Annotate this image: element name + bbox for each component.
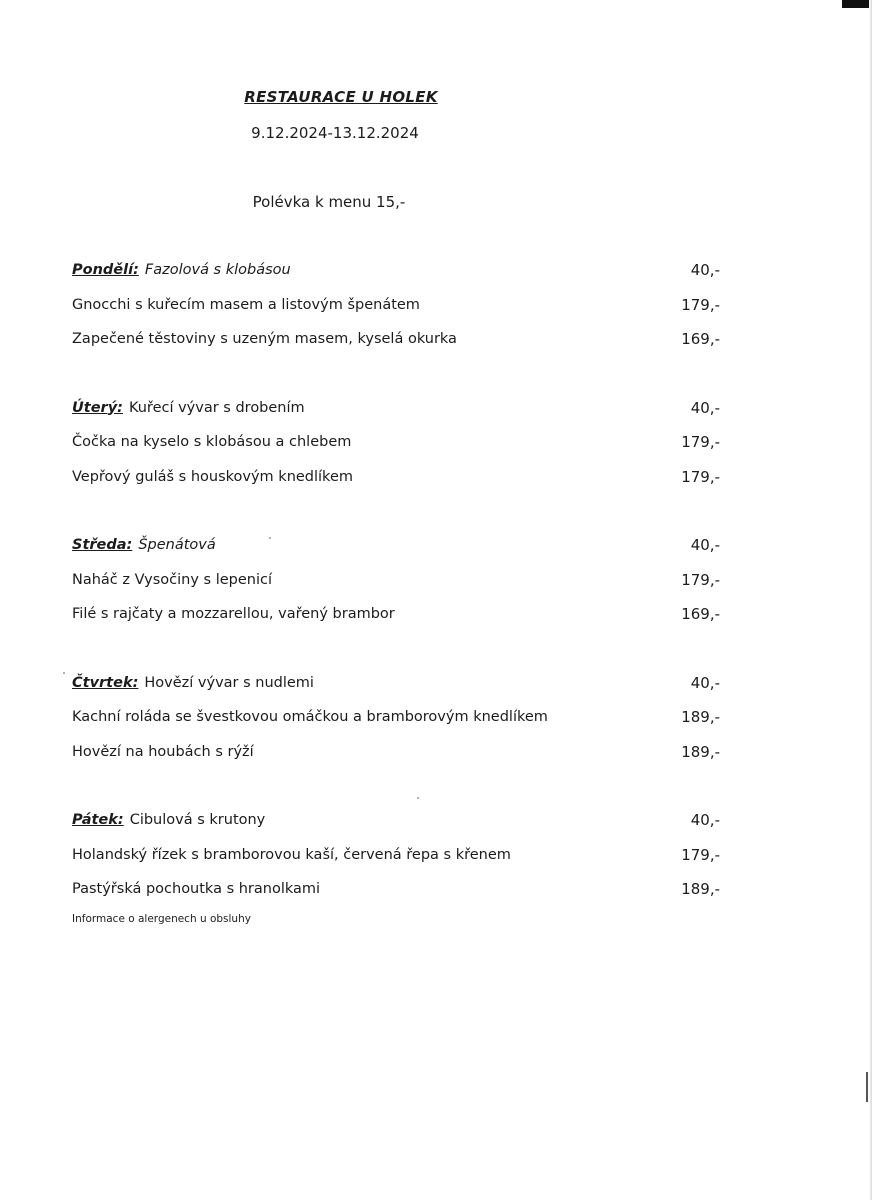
page-title: RESTAURACE U HOLEK	[244, 88, 438, 106]
meal-row	[72, 740, 720, 775]
meal-name: Naháč z Vysočiny s lepenicí	[72, 571, 272, 588]
soup-row	[72, 396, 720, 431]
meal-name: Hovězí na houbách s rýží	[72, 743, 254, 760]
day-label: Čtvrtek:	[72, 674, 139, 691]
day-block-wednesday	[72, 533, 720, 637]
day-block-tuesday	[72, 396, 720, 500]
meal-name: Gnocchi s kuřecím masem a listovým špenátem	[72, 296, 420, 313]
soup-price: 40,-	[690, 398, 720, 417]
scan-speck	[63, 672, 65, 674]
meal-price: 179,-	[681, 570, 720, 589]
day-label: Úterý:	[72, 399, 123, 416]
meal-price: 179,-	[681, 467, 720, 486]
meal-row	[72, 602, 720, 637]
meal-price: 169,-	[681, 330, 720, 348]
soup-price: 40,-	[690, 261, 720, 279]
meal-price: 169,-	[681, 605, 720, 623]
soup-row	[72, 258, 720, 293]
day-block-thursday	[72, 671, 720, 775]
scan-edge-mark	[866, 1072, 868, 1102]
soup-name: Hovězí vývar s nudlemi	[144, 674, 314, 691]
soup-price: 40,-	[690, 536, 720, 554]
allergen-info-note: Informace o alergenech u obsluhy	[72, 913, 251, 925]
meal-price: 189,-	[681, 880, 720, 898]
day-block-monday	[72, 258, 720, 362]
meal-price: 179,-	[681, 295, 720, 314]
soup-price-note: Polévka k menu 15,-	[252, 193, 406, 211]
day-label: Pátek:	[72, 812, 124, 828]
meal-row	[72, 430, 720, 465]
soup-row	[72, 671, 720, 706]
meal-name: Holandský řízek s bramborovou kaší, červená řepa s křenem	[72, 846, 511, 863]
meal-name: Pastýřská pochoutka s hranolkami	[72, 881, 321, 897]
meal-row	[72, 465, 720, 500]
meal-price: 189,-	[681, 742, 720, 761]
meal-price: 179,-	[681, 845, 720, 864]
soup-name: Kuřecí vývar s drobením	[128, 399, 305, 416]
meal-name: Filé s rajčaty a mozzarellou, vařený brambor	[72, 606, 395, 622]
meal-name: Vepřový guláš s houskovým knedlíkem	[72, 468, 353, 485]
meal-row	[72, 568, 720, 603]
meal-row	[72, 843, 720, 878]
scan-corner-mark	[842, 0, 872, 8]
meal-row	[72, 705, 720, 740]
meal-price: 189,-	[681, 708, 720, 726]
day-label: Středa:	[72, 537, 133, 553]
menu-date-range: 9.12.2024-13.12.2024	[251, 124, 419, 142]
weekly-menu	[72, 258, 720, 946]
day-block-friday	[72, 808, 720, 912]
meal-name: Čočka na kyselo s klobásou a chlebem	[72, 434, 352, 450]
meal-price: 179,-	[681, 433, 720, 451]
soup-price: 40,-	[690, 673, 720, 692]
soup-row	[72, 533, 720, 568]
meal-row	[72, 327, 720, 362]
soup-row	[72, 808, 720, 843]
soup-price: 40,-	[690, 811, 720, 829]
meal-row	[72, 877, 720, 912]
soup-name: Fazolová s klobásou	[144, 262, 291, 278]
meal-name: Zapečené těstoviny s uzeným masem, kyselá okurka	[72, 331, 457, 347]
meal-name: Kachní roláda se švestkovou omáčkou a bramborovým knedlíkem	[72, 709, 548, 725]
meal-row	[72, 293, 720, 328]
soup-name: Cibulová s krutony	[129, 812, 266, 828]
soup-name: Špenátová	[138, 537, 216, 553]
day-label: Pondělí:	[72, 262, 139, 278]
